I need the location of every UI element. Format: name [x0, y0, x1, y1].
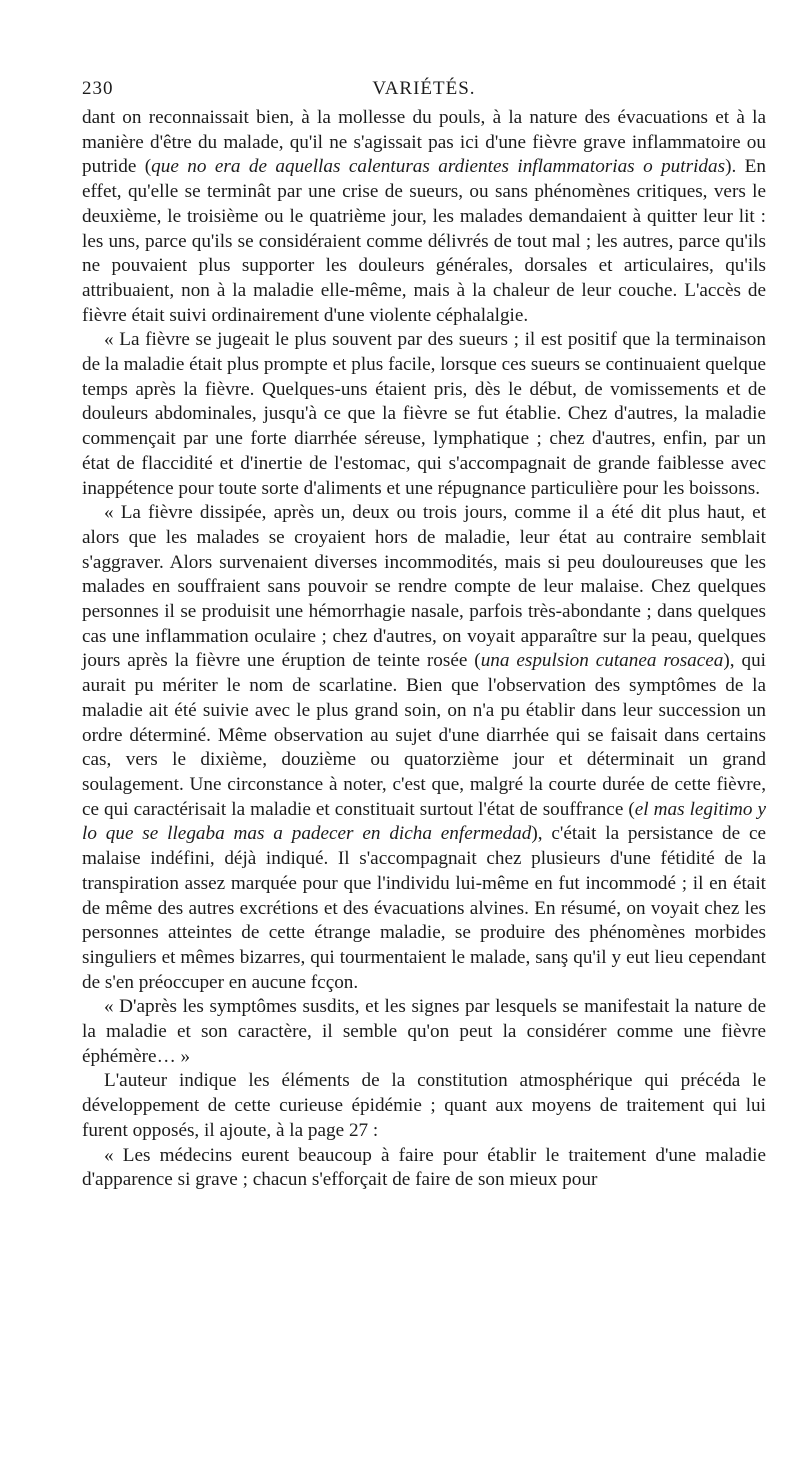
paragraph-3 — [82, 501, 766, 995]
page-number: 230 — [82, 78, 114, 99]
text-run: ). En effet, qu'elle se terminât par une crise de sueurs, ou sans phénomènes critiques, vers le deuxième, le troisième ou le quatrième jour, les malades demandaient à quitter leur lit : les uns, parce qu'ils se considéraient comme délivrés de tout mal ; les autres, parce qu'ils ne pouvaient plus supporter les douleurs générales, dorsales et articulaires, qu'ils attribuaient, non à la maladie elle-même, mais à la chaleur de leur couche. L'accès de fièvre était suivi ordinairement d'une violente céphalalgie. — [82, 156, 766, 326]
text-run: « La fièvre dissipée, après un, deux ou trois jours, comme il a été dit plus haut, et alors que les malades se croyaient hors de maladie, leur état au contraire semblait s'aggraver. Alors survenaient diverses incommodités, mais si peu douloureuses que les malades en souffraient sans pouvoir se rendre compte de leur malaise. Chez quelques personnes il se produisit une hémorrhagie nasale, parfois très-abondante ; dans quelques cas une inflammation oculaire ; chez d'autres, on voyait apparaître sur la peau, quelques jours après la fièvre une éruption de teinte rosée ( — [82, 502, 766, 672]
running-header — [82, 72, 766, 106]
paragraph-6 — [82, 1144, 766, 1193]
text-run: dant on reconnaissait bien, à la mollesse du pouls, à la nature des évacuations et à la manière d'être du malade, qu'il ne s'agissait pas ici d'une fièvre grave inflammatoire ou putride ( — [82, 107, 766, 178]
paragraph-5 — [82, 1069, 766, 1143]
text-run: « Les médecins eurent beaucoup à faire pour établir le traitement d'une maladie d'apparence si grave ; chacun s'efforçait de faire de son mieux pour — [82, 1144, 766, 1191]
text-run: L'auteur indique les éléments de la constitution atmosphérique qui précéda le développement de cette curieuse épidémie ; quant aux moyens de traitement qui lui furent opposés, il ajoute, à la page 27 : — [82, 1070, 766, 1141]
italic-quote: una espulsion cutanea rosacea — [480, 650, 724, 672]
body-text — [82, 106, 766, 1193]
paragraph-1 — [82, 106, 766, 328]
paragraph-2 — [82, 328, 766, 501]
text-run: « La fièvre se jugeait le plus souvent par des sueurs ; il est positif que la terminaison de la maladie était plus prompte et plus facile, lorsque ces sueurs se continuaient quelque temps après la fièvre. Quelques-uns étaient pris, dès le début, de vomissements et de douleurs abdominales, jusqu'à ce que la fièvre se fut établie. Chez d'autres, la maladie commençait par une forte diarrhée séreuse, lymphatique ; chez d'autres, enfin, par un état de flaccidité et d'inertie de l'estomac, qui s'accompagnait de grande faiblesse avec inappétence pour toute sorte d'aliments et une répugnance particulière pour les boissons. — [82, 329, 766, 499]
paragraph-4 — [82, 995, 766, 1069]
document-page — [82, 72, 766, 1193]
italic-quote: el mas legitimo y lo que se llegaba mas a padecer en dicha enfermedad — [82, 798, 766, 845]
italic-quote: que no era de aquellas calenturas ardientes inflammatorias o putridas — [151, 156, 726, 178]
text-run: « D'après les symptômes susdits, et les signes par lesquels se manifestait la nature de la maladie et son caractère, il semble qu'on peut la considérer comme une fièvre éphémère… » — [82, 996, 766, 1067]
text-run: ), c'était la persistance de ce malaise indéfini, déjà indiqué. Il s'accompagnait chez plusieurs d'une fétidité de la transpiration assez marquée pour que l'individu lui-même en fut incommodé ; il en était de même des autres excrétions et des évacuations alvines. En résumé, on voyait chez les personnes atteintes de cette étrange maladie, se produire des phénomènes morbides singuliers et mêmes bizarres, qui tourmentaient le malade, sanş qu'il y eut lieu cependant de s'en préoccuper en aucune fcçon. — [82, 823, 766, 993]
running-title: VARIÉTÉS. — [372, 78, 476, 99]
text-run: ), qui aurait pu mériter le nom de scarlatine. Bien que l'observation des symptômes de la maladie ait été suivie avec le plus grand soin, on n'a pu établir dans leur succession un ordre déterminé. Même observation au sujet d'une diarrhée qui se faisait dans certains cas, vers le dixième, douzième ou quatorzième jour et déterminait un grand soulagement. Une circonstance à noter, c'est que, malgré la courte durée de cette fièvre, ce qui caractérisait la maladie et constituait surtout l'état de souffrance ( — [82, 650, 766, 820]
